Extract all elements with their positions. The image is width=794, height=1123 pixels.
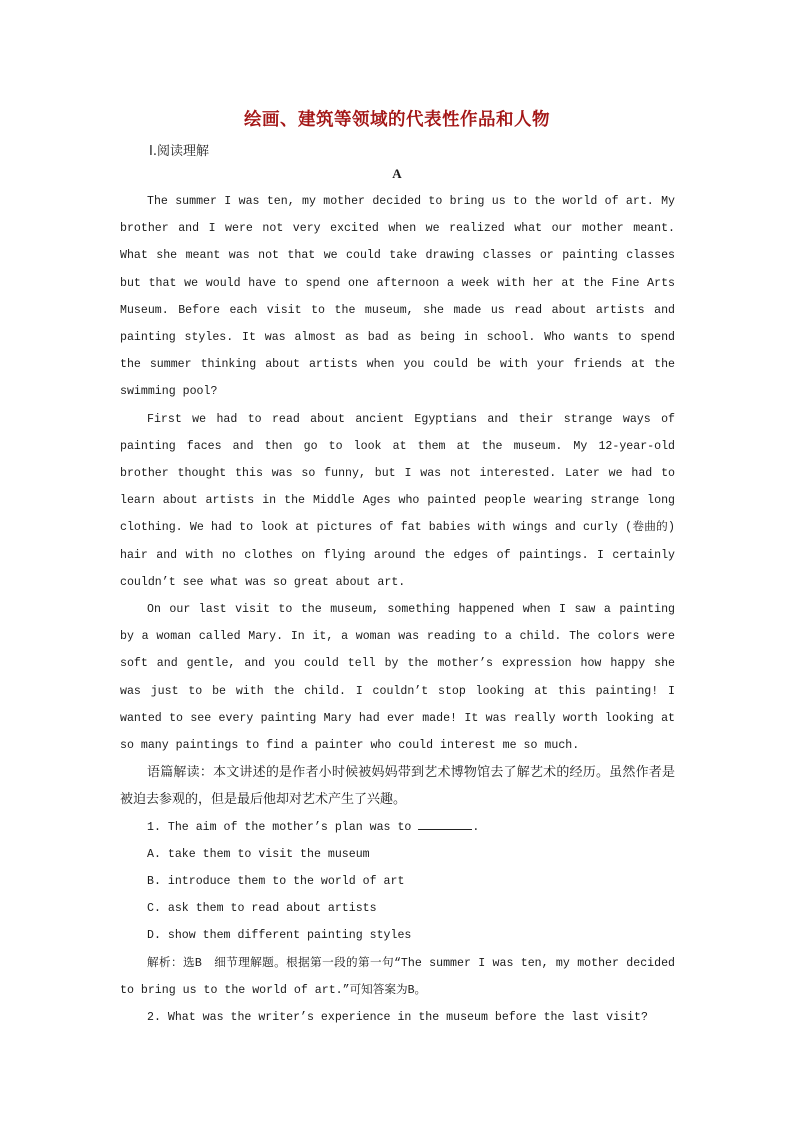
document-body xyxy=(120,188,675,1031)
question-1-option-c: C. ask them to read about artists xyxy=(147,902,377,916)
question-1 xyxy=(120,814,675,841)
paragraph-3: On our last visit to the museum, something happened when I saw a painting by a woman called Mary. In it, a woman was reading to a child. The colors were soft and gentle, and you could tell by the mother’s expression how happy she was just to be with the child. I couldn’t stop looking at this painting! I wanted to see every painting Mary had ever made! It was really worth looking at so many paintings to find a painter who could interest me so much. xyxy=(120,603,675,753)
answer-blank xyxy=(418,818,472,830)
section-label: Ⅰ.阅读理解 xyxy=(149,144,209,159)
passage-analysis: 语篇解读：本文讲述的是作者小时候被妈妈带到艺术博物馆去了解艺术的经历。虽然作者是被迫去参观的，但是最后他却对艺术产生了兴趣。 xyxy=(120,765,675,808)
paragraph-2: First we had to read about ancient Egyptians and their strange ways of painting faces and then go to look at them at the museum. My 12-year-old brother thought this was so funny, but I was not interested. Later we had to learn about artists in the Middle Ages who painted people wearing strange long clothing. We had to look at pictures of fat babies with wings and curly (卷曲的) hair and with no clothes on flying around the edges of paintings. I certainly couldn’t see what was so great about art. xyxy=(120,412,675,589)
question-1-option-a: A. take them to visit the museum xyxy=(147,847,370,861)
question-1-explanation: 解析：选B 细节理解题。根据第一段的第一句“The summer I was ten, my mother decided to bring us to the world of art.”可知答案为B。 xyxy=(120,956,675,997)
document-title: 绘画、建筑等领域的代表性作品和人物 xyxy=(244,110,550,130)
question-2: 2. What was the writer’s experience in the museum before the last visit? xyxy=(147,1011,648,1025)
question-1-stem: 1. The aim of the mother’s plan was to xyxy=(147,820,419,834)
question-1-option-d: D. show them different painting styles xyxy=(147,929,412,943)
question-1-stem-end: . xyxy=(472,820,480,834)
paragraph-1: The summer I was ten, my mother decided to bring us to the world of art. My brother and I were not very excited when we realized what our mother meant. What she meant was not that we could take drawing classes or painting classes but that we would have to spend one afternoon a week with her at the Fine Arts Museum. Before each visit to the museum, she made us read about artists and painting styles. It was almost as bad as being in school. Who wants to spend the summer thinking about artists when you could be with your friends at the swimming pool? xyxy=(120,195,675,399)
passage-label: A xyxy=(392,166,402,181)
question-1-option-b: B. introduce them to the world of art xyxy=(147,875,405,889)
